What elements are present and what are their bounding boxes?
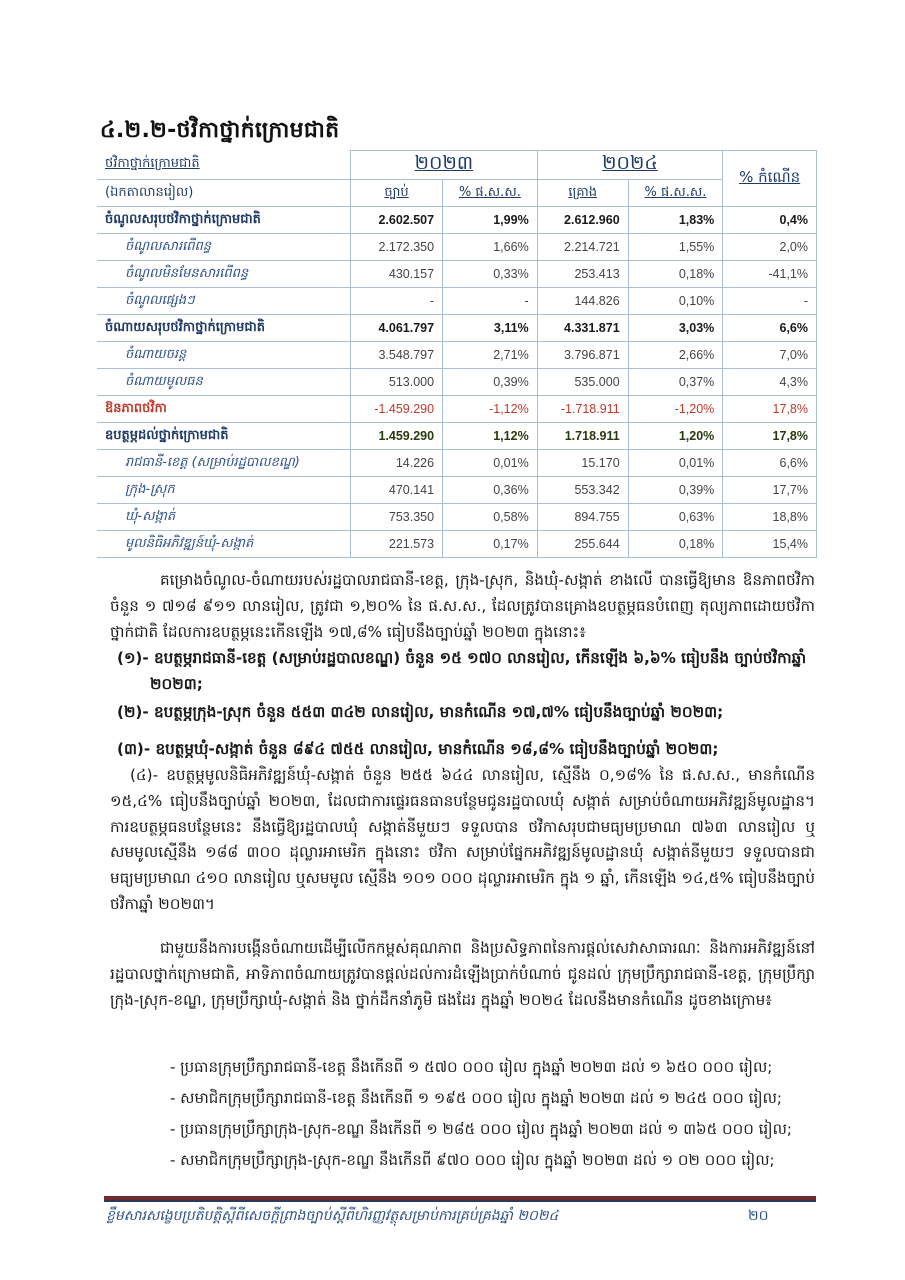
value-2024: 1.718.911 <box>537 423 628 450</box>
value-2023: 4.061.797 <box>351 315 443 342</box>
section-title: ៤.២.២-ថវិកាថ្នាក់ក្រោមជាតិ <box>100 118 340 143</box>
footer-divider-accent <box>104 1200 816 1202</box>
row-label: ចំណាយមូលធន <box>97 369 351 396</box>
row-label: ឧបត្ថម្ភដល់ថ្នាក់ក្រោមជាតិ <box>97 423 351 450</box>
table-row <box>97 234 817 261</box>
value-2024: 255.644 <box>537 531 628 558</box>
value-2023: 3.548.797 <box>351 342 443 369</box>
table-row <box>97 261 817 288</box>
table-row <box>97 207 817 234</box>
gdp-pct-2024-header: % ផ.ស.ស. <box>628 180 723 207</box>
value-2023: - <box>351 288 443 315</box>
gdp-pct-2023: 0,39% <box>443 369 538 396</box>
value-2023: 753.350 <box>351 504 443 531</box>
value-2024: 2.612.960 <box>537 207 628 234</box>
allowance-bullet-list <box>170 1052 820 1176</box>
bullet-item: - សមាជិកក្រុមប្រឹក្សារាជធានី-ខេត្ត នឹងកើនពី ១ ១៩៥ ០០០ រៀល ក្នុងឆ្នាំ ២០២៣ ដល់ ១ ២៤៥ ០០០ រៀល; <box>170 1089 782 1107</box>
value-2024: 894.755 <box>537 504 628 531</box>
value-2023: 513.000 <box>351 369 443 396</box>
value-2024: 535.000 <box>537 369 628 396</box>
row-label: ក្រុង-ស្រុក <box>97 477 351 504</box>
gdp-pct-2024: 1,20% <box>628 423 723 450</box>
gdp-pct-2024: -1,20% <box>628 396 723 423</box>
subnational-budget-table <box>97 150 817 558</box>
growth-pct: 7,0% <box>723 342 817 369</box>
gdp-pct-2024: 0,18% <box>628 261 723 288</box>
gdp-pct-2024: 1,83% <box>628 207 723 234</box>
growth-header: % កំណើន <box>723 151 817 207</box>
row-label: ចំណូលផ្សេងៗ <box>97 288 351 315</box>
year-2024-header: ២០២៤ <box>537 151 723 180</box>
value-2023: 221.573 <box>351 531 443 558</box>
growth-pct: 6,6% <box>723 315 817 342</box>
gdp-pct-2023: 0,17% <box>443 531 538 558</box>
value-2024: 553.342 <box>537 477 628 504</box>
gdp-pct-2023: 3,11% <box>443 315 538 342</box>
table-row <box>97 315 817 342</box>
table-header-row-2 <box>97 180 817 207</box>
value-2023: -1.459.290 <box>351 396 443 423</box>
value-2023: 2.172.350 <box>351 234 443 261</box>
row-label: មូលនិធិអភិវឌ្ឍន៍ឃុំ-សង្កាត់ <box>97 531 351 558</box>
bullet-item: - ប្រធានក្រុមប្រឹក្សារាជធានី-ខេត្ត នឹងកើនពី ១ ៥៧០ ០០០ រៀល ក្នុងឆ្នាំ ២០២៣ ដល់ ១ ៦៥០ ០០០ រៀល; <box>170 1058 773 1076</box>
value-2023: 470.141 <box>351 477 443 504</box>
transfer-item-2 <box>110 700 815 726</box>
gdp-pct-2023: 1,99% <box>443 207 538 234</box>
row-label: ចំណូលសរុបថវិកាថ្នាក់ក្រោមជាតិ <box>97 207 351 234</box>
row-label: ឱនភាពថវិកា <box>97 396 351 423</box>
gdp-pct-2024: 0,37% <box>628 369 723 396</box>
value-2023: 2.602.507 <box>351 207 443 234</box>
transfer-item-text: (២)- ឧបត្ថម្ភក្រុង-ស្រុក ចំនួន ៥៥៣ ៣៤២ លានរៀល, មានកំណើន ១៧,៧% ធៀបនឹងច្បាប់ឆ្នាំ ២០២៣; <box>117 703 724 721</box>
table-row <box>97 477 817 504</box>
growth-pct: 0,4% <box>723 207 817 234</box>
growth-pct: 17,7% <box>723 477 817 504</box>
gdp-pct-2023: 0,58% <box>443 504 538 531</box>
growth-pct: 6,6% <box>723 450 817 477</box>
row-label: ចំណាយសរុបថវិកាថ្នាក់ក្រោមជាតិ <box>97 315 351 342</box>
row-label: ឃុំ-សង្កាត់ <box>97 504 351 531</box>
table-row <box>97 450 817 477</box>
plan-2024-header: គ្រោង <box>537 180 628 207</box>
growth-pct: 17,8% <box>723 423 817 450</box>
value-2023: 1.459.290 <box>351 423 443 450</box>
value-2023: 430.157 <box>351 261 443 288</box>
value-2024: 2.214.721 <box>537 234 628 261</box>
table-title-header: ថវិកាថ្នាក់ក្រោមជាតិ <box>97 151 351 180</box>
year-2023-header: ២០២៣ <box>351 151 538 180</box>
gdp-pct-2024: 0,18% <box>628 531 723 558</box>
bullet-item: - សមាជិកក្រុមប្រឹក្សាក្រុង-ស្រុក-ខណ្ឌ នឹងកើនពី ៩៧០ ០០០ រៀល ក្នុងឆ្នាំ ២០២៣ ដល់ ១ ០២ ០០០ រៀល; <box>170 1151 775 1169</box>
gdp-pct-2023: -1,12% <box>443 396 538 423</box>
law-2023-header: ច្បាប់ <box>351 180 443 207</box>
transfer-item-4 <box>110 763 815 918</box>
value-2023: 14.226 <box>351 450 443 477</box>
value-2024: 144.826 <box>537 288 628 315</box>
gdp-pct-2023: 1,12% <box>443 423 538 450</box>
gdp-pct-2023: 0,33% <box>443 261 538 288</box>
gdp-pct-2023: 0,01% <box>443 450 538 477</box>
bullet-item: - ប្រធានក្រុមប្រឹក្សាក្រុង-ស្រុក-ខណ្ឌ នឹងកើនពី ១ ២៨៥ ០០០ រៀល ក្នុងឆ្នាំ ២០២៣ ដល់ ១ ៣៦៥ ០០០ រៀល; <box>170 1120 792 1138</box>
table-row <box>97 342 817 369</box>
gdp-pct-2023: - <box>443 288 538 315</box>
gdp-pct-2023: 2,71% <box>443 342 538 369</box>
growth-pct: 18,8% <box>723 504 817 531</box>
gdp-pct-2023: 1,66% <box>443 234 538 261</box>
gdp-pct-2024: 2,66% <box>628 342 723 369</box>
table-row <box>97 288 817 315</box>
paragraph-deficit-summary: គម្រោងចំណូល-ចំណាយរបស់រដ្ឋបាលរាជធានី-ខេត្ត, ក្រុង-ស្រុក, និងឃុំ-សង្កាត់ ខាងលើ បានធ្វើឱ្យមាន ឱនភាពថវិកាចំនួន ១ ៧១៨ ៩១១ លានរៀល, ត្រូវជា ១,២០% នៃ ផ.ស.ស., ដែលត្រូវបានគ្រោងឧបត្ថម្ភធនបំពេញ តុល្យភាពដោយថវិកាថ្នាក់ជាតិ ដែលការឧបត្ថម្ភនេះកើនឡើង ១៧,៨% ធៀបនឹងច្បាប់ឆ្នាំ ២០២៣ ក្នុងនោះ៖ <box>110 571 815 641</box>
growth-pct: -41,1% <box>723 261 817 288</box>
gdp-pct-2023-header: % ផ.ស.ស. <box>443 180 538 207</box>
transfer-item-3 <box>110 737 815 763</box>
transfer-item-text: (៤)- ឧបត្ថម្ភមូលនិធិអភិវឌ្ឍន៍ឃុំ-សង្កាត់ ចំនួន ២៥៥ ៦៤៤ លានរៀល, ស្មើនឹង ០,១៨% នៃ ផ.ស.ស., មានកំណើន ១៥,៤% ធៀបនឹងច្បាប់ឆ្នាំ ២០២៣, ដែលជាការផ្ទេរធនធានបន្ថែមជូនរដ្ឋបាលឃុំ សង្កាត់ សម្រាប់ចំណាយអភិវឌ្ឍន៍មូលដ្ឋាន។ ការឧបត្ថម្ភធនបន្ថែមនេះ នឹងធ្វើឱ្យរដ្ឋបាលឃុំ សង្កាត់នីមួយៗ ទទួលបាន ថវិកាសរុបជាមធ្យមប្រមាណ ៧៦៣ លានរៀល ឬសមមូលស្មើនឹង ១៨៨ ៣០០ ដុល្លារអាមេរិក ក្នុងនោះ ថវិកា សម្រាប់ផ្នែកអភិវឌ្ឍន៍មូលដ្ឋានឃុំ សង្កាត់នីមួយៗ ទទួលបានជាមធ្យមប្រមាណ ៤១០ លានរៀល ឬសមមូល ស្មើនឹង ១០១ ០០០ ដុល្លារអាមេរិក ក្នុង ១ ឆ្នាំ, កើនឡើង ១៤,៥% ធៀបនឹងច្បាប់ថវិកាឆ្នាំ ២០២៣។ <box>110 766 815 913</box>
table-row <box>97 504 817 531</box>
gdp-pct-2024: 3,03% <box>628 315 723 342</box>
table-row <box>97 423 817 450</box>
growth-pct: 17,8% <box>723 396 817 423</box>
growth-pct: 15,4% <box>723 531 817 558</box>
value-2024: 4.331.871 <box>537 315 628 342</box>
row-label: ចំណូលសារពើពន្ធ <box>97 234 351 261</box>
transfer-item-text: (៣)- ឧបត្ថម្ភឃុំ-សង្កាត់ ចំនួន ៨៩៤ ៧៥៥ លានរៀល, មានកំណើន ១៨,៨% ធៀបនឹងច្បាប់ឆ្នាំ ២០២៣; <box>117 740 719 758</box>
value-2024: 3.796.871 <box>537 342 628 369</box>
growth-pct: 4,3% <box>723 369 817 396</box>
table-header-row-1 <box>97 151 817 180</box>
row-label: ចំណាយចរន្ត <box>97 342 351 369</box>
gdp-pct-2024: 0,10% <box>628 288 723 315</box>
gdp-pct-2024: 0,63% <box>628 504 723 531</box>
table-row <box>97 369 817 396</box>
transfer-item-1 <box>110 646 815 698</box>
gdp-pct-2023: 0,36% <box>443 477 538 504</box>
transfer-item-text: (១)- ឧបត្ថម្ភរាជធានី-ខេត្ត (សម្រាប់រដ្ឋបាលខណ្ឌ) ចំនួន ១៥ ១៧០ លានរៀល, កើនឡើង ៦,៦% ធៀបនឹង ច្បាប់ថវិកាឆ្នាំ ២០២៣; <box>117 649 807 693</box>
row-label: រាជធានី-ខេត្ត (សម្រាប់រដ្ឋបាលខណ្ឌ) <box>97 450 351 477</box>
value-2024: 253.413 <box>537 261 628 288</box>
gdp-pct-2024: 0,39% <box>628 477 723 504</box>
footer-title: ខ្លឹមសារសង្ខេបប្រតិបត្តិស្ដីពីសេចក្ដីព្រាងច្បាប់ស្ដីពីហិរញ្ញវត្ថុសម្រាប់ការគ្រប់គ្រងឆ្នាំ ២០២៤ <box>106 1208 559 1224</box>
unit-header: (ឯកតាលានរៀល) <box>97 180 351 207</box>
gdp-pct-2024: 0,01% <box>628 450 723 477</box>
table-row <box>97 396 817 423</box>
paragraph-allowance-increase: ជាមួយនឹងការបង្កើនចំណាយដើម្បីលើកកម្ពស់គុណភាព និងប្រសិទ្ធភាពនៃការផ្ដល់សេវាសាធារណៈ និងការអភិវឌ្ឍន៍នៅរដ្ឋបាលថ្នាក់ក្រោមជាតិ, អាទិភាពចំណាយត្រូវបានផ្ដល់ដល់ការដំឡើងប្រាក់បំណាច់ ជូនដល់ ក្រុមប្រឹក្សារាជធានី-ខេត្ត, ក្រុមប្រឹក្សាក្រុង-ស្រុក-ខណ្ឌ, ក្រុមប្រឹក្សាឃុំ-សង្កាត់ និង ថ្នាក់ដឹកនាំភូមិ ផងដែរ ក្នុងឆ្នាំ ២០២៤ ដែលនឹងមានកំណើន ដូចខាងក្រោម៖ <box>110 939 815 1009</box>
value-2024: 15.170 <box>537 450 628 477</box>
value-2024: -1.718.911 <box>537 396 628 423</box>
row-label: ចំណូលមិនមែនសារពើពន្ធ <box>97 261 351 288</box>
page-number: ២០ <box>748 1208 769 1224</box>
table-row <box>97 531 817 558</box>
gdp-pct-2024: 1,55% <box>628 234 723 261</box>
growth-pct: 2,0% <box>723 234 817 261</box>
growth-pct: - <box>723 288 817 315</box>
